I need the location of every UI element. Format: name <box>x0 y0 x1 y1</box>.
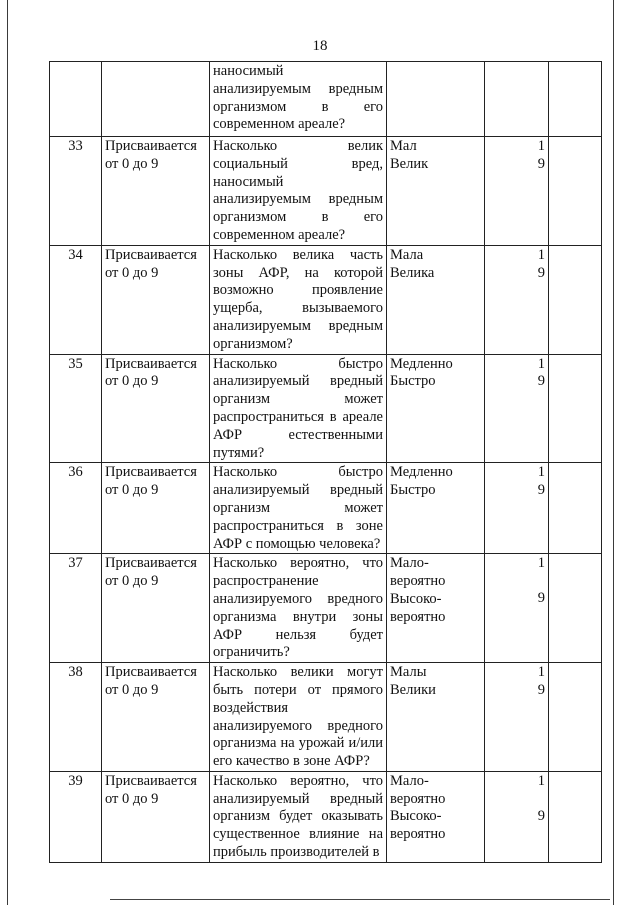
score-value: 9 <box>537 590 545 607</box>
assignment-text: Присваивается <box>105 464 197 481</box>
score-value: 1 <box>537 555 545 572</box>
scan-bottom-edge <box>110 899 610 900</box>
empty-cell <box>549 663 602 772</box>
question-text: Насколько быстро анализируемый вредный организм может распространиться в зоне АФР с помощью человека? <box>210 463 387 554</box>
assignment-cell <box>102 354 210 463</box>
answer-option: Мало- <box>390 772 429 789</box>
score-value: 9 <box>537 482 545 499</box>
score-cell <box>485 245 549 354</box>
item-number: 35 <box>50 354 102 463</box>
assignment-text: от 0 до 9 <box>105 155 159 172</box>
empty-cell <box>549 354 602 463</box>
answer-option: вероятно <box>390 790 446 807</box>
assignment-cell <box>102 137 210 246</box>
answer-option: Мал <box>390 138 417 154</box>
answer-option: вероятно <box>390 573 446 590</box>
item-number <box>50 62 102 137</box>
table-row <box>50 554 602 663</box>
table-row <box>50 463 602 554</box>
assignment-cell <box>102 62 210 137</box>
table-row <box>50 663 602 772</box>
answer-option: Быстро <box>390 373 436 390</box>
answer-option: Мало- <box>390 555 429 572</box>
score-value: 9 <box>537 681 545 698</box>
assignment-text: от 0 до 9 <box>105 790 159 807</box>
table-row <box>50 137 602 246</box>
empty-cell <box>549 245 602 354</box>
assignment-text: Присваивается <box>105 555 197 572</box>
scan-edge-right <box>613 0 614 905</box>
item-number: 33 <box>50 137 102 246</box>
answer-option: Высоко- <box>390 808 442 825</box>
assignment-text: Присваивается <box>105 246 197 263</box>
score-cell <box>485 62 549 137</box>
score-value: 1 <box>537 246 545 263</box>
answer-option: вероятно <box>390 826 446 843</box>
question-text: Насколько вероятно, что распространение анализируемого вредного организма внутри зоны АФР нельзя будет ограничить? <box>210 554 387 663</box>
answer-option: Высоко- <box>390 590 442 607</box>
empty-cell <box>549 62 602 137</box>
question-text: Насколько вероятно, что анализируемый вредный организм будет оказывать существенное влияние на прибыль производителей в <box>210 771 387 862</box>
score-cell <box>485 463 549 554</box>
item-number: 34 <box>50 245 102 354</box>
answer-cell <box>387 354 485 463</box>
answer-option: Велика <box>390 264 435 281</box>
score-cell <box>485 663 549 772</box>
assignment-text: Присваивается <box>105 772 197 789</box>
answer-option: вероятно <box>390 608 446 625</box>
score-cell <box>485 354 549 463</box>
score-value: 1 <box>537 355 545 372</box>
answer-option: Медленно <box>390 355 453 372</box>
assignment-text: от 0 до 9 <box>105 681 159 698</box>
answer-cell <box>387 663 485 772</box>
assignment-cell <box>102 663 210 772</box>
item-number: 38 <box>50 663 102 772</box>
score-value: 9 <box>537 155 545 172</box>
score-value: 1 <box>537 772 545 789</box>
answer-cell <box>387 137 485 246</box>
answer-option: Малы <box>390 664 427 681</box>
empty-cell <box>549 771 602 862</box>
assignment-text: от 0 до 9 <box>105 573 159 590</box>
question-text: Насколько велика часть зоны АФР, на которой возможно проявление ущерба, вызываемого анализируемым вредным организмом? <box>210 245 387 354</box>
scan-edge-left <box>7 0 8 905</box>
assignment-cell <box>102 554 210 663</box>
question-text: Насколько велики могут быть потери от прямого воздействия анализируемого вредного организма на урожай и/или его качество в зоне АФР? <box>210 663 387 772</box>
empty-cell <box>549 463 602 554</box>
answer-option: Быстро <box>390 482 436 499</box>
assignment-cell <box>102 245 210 354</box>
page-number: 18 <box>312 38 328 54</box>
item-number: 39 <box>50 771 102 862</box>
assignment-text: Присваивается <box>105 138 197 154</box>
table-row <box>50 245 602 354</box>
score-value: 9 <box>537 373 545 390</box>
score-value: 1 <box>537 464 545 481</box>
score-value: 1 <box>537 664 545 681</box>
table-row <box>50 354 602 463</box>
assignment-text: от 0 до 9 <box>105 482 159 499</box>
score-value: 1 <box>537 138 545 154</box>
assignment-text: Присваивается <box>105 355 197 372</box>
item-number: 36 <box>50 463 102 554</box>
answer-option: Велик <box>390 155 429 172</box>
empty-cell <box>549 137 602 246</box>
score-value: 9 <box>537 807 545 824</box>
score-value: 9 <box>537 264 545 281</box>
score-cell <box>485 137 549 246</box>
criteria-table <box>49 61 602 863</box>
answer-option: Медленно <box>390 464 453 481</box>
answer-option: Мала <box>390 246 424 263</box>
question-text: Насколько велик социальный вред, наносимый анализируемым вредным организмом в его современном ареале? <box>210 137 387 246</box>
assignment-cell <box>102 771 210 862</box>
question-text: Насколько быстро анализируемый вредный организм может распространиться в ареале АФР естественными путями? <box>210 354 387 463</box>
assignment-text: Присваивается <box>105 664 197 681</box>
assignment-text: от 0 до 9 <box>105 373 159 390</box>
table-row <box>50 62 602 137</box>
answer-option: Велики <box>390 681 436 698</box>
question-text: наносимый анализируемым вредным организмом в его современном ареале? <box>210 62 387 137</box>
score-spacer <box>488 573 545 590</box>
score-cell <box>485 771 549 862</box>
answer-cell <box>387 245 485 354</box>
item-number: 37 <box>50 554 102 663</box>
score-cell <box>485 554 549 663</box>
answer-cell <box>387 463 485 554</box>
score-spacer <box>488 791 545 808</box>
table-row <box>50 771 602 862</box>
assignment-cell <box>102 463 210 554</box>
empty-cell <box>549 554 602 663</box>
answer-cell <box>387 771 485 862</box>
criteria-table-body <box>50 62 602 863</box>
answer-cell <box>387 62 485 137</box>
answer-cell <box>387 554 485 663</box>
assignment-text: от 0 до 9 <box>105 264 159 281</box>
